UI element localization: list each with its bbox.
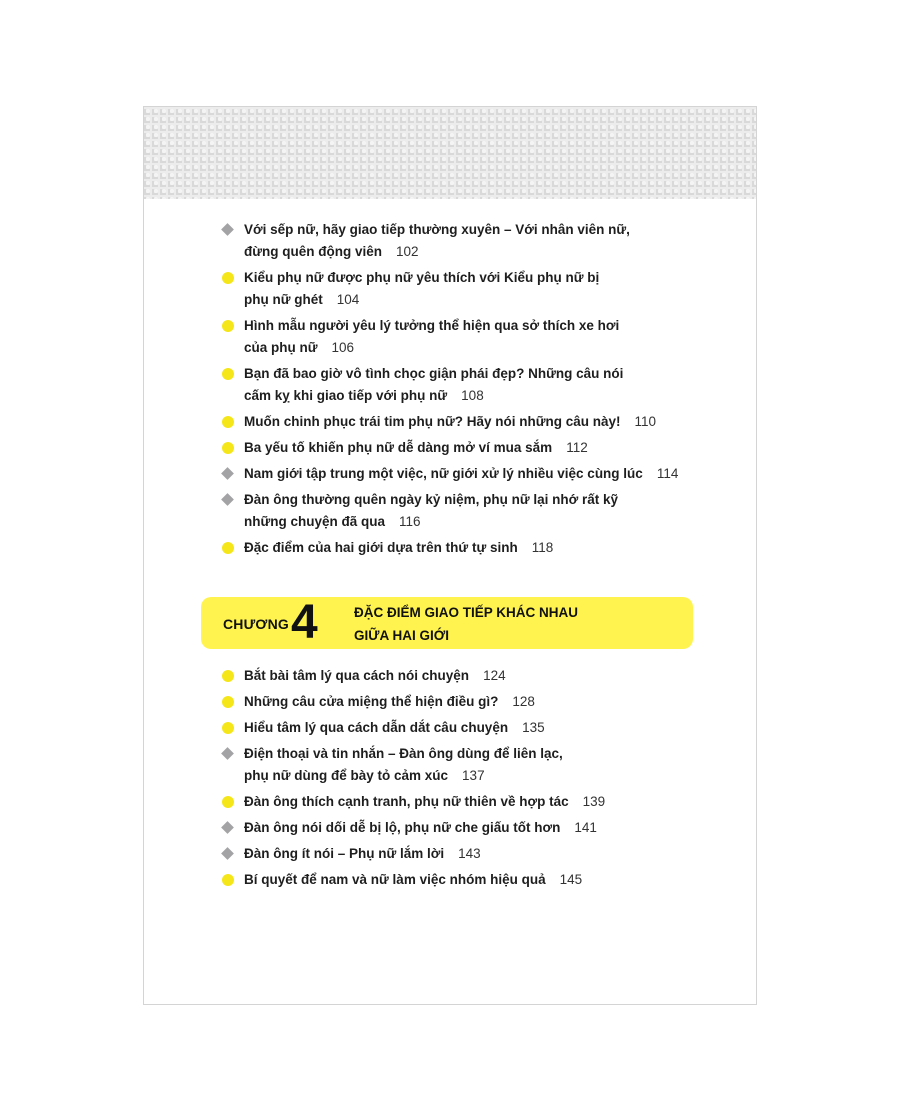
toc-page-number: 102: [396, 244, 419, 259]
toc-entry: [222, 743, 682, 787]
toc-page-number: 104: [336, 292, 360, 307]
gray-diamond-bullet-icon: [221, 821, 234, 834]
toc-entry: [222, 463, 682, 485]
toc-entry-title: phụ nữ ghét: [244, 292, 323, 307]
toc-entry: [222, 691, 682, 713]
toc-entry-title: Ba yếu tố khiến phụ nữ dễ dàng mở ví mua sắm: [244, 440, 553, 455]
toc-entry-title: Nam giới tập trung một việc, nữ giới xử lý nhiều việc cùng lúc: [244, 466, 643, 481]
toc-list-top: [222, 219, 682, 563]
toc-page-number: 106: [331, 340, 355, 355]
toc-entry: [222, 717, 682, 739]
toc-entry-title: Bạn đã bao giờ vô tình chọc giận phái đẹp? Những câu nói: [244, 366, 624, 381]
toc-list-bottom: [222, 665, 682, 895]
toc-page-number: 118: [531, 540, 554, 555]
toc-entry-title: Đàn ông thường quên ngày kỷ niệm, phụ nữ lại nhớ rất kỹ: [244, 492, 619, 507]
toc-page-number: 139: [582, 794, 606, 809]
toc-page-number: 116: [399, 514, 421, 529]
toc-entry-text: [244, 817, 682, 839]
toc-page-number: 114: [656, 466, 679, 481]
book-page: [143, 106, 757, 1005]
toc-entry-title: Bí quyết để nam và nữ làm việc nhóm hiệu quả: [244, 872, 546, 887]
yellow-circle-bullet-icon: [222, 874, 234, 886]
gray-diamond-bullet-icon: [221, 223, 234, 236]
toc-entry-title: Đàn ông nói dối dễ bị lộ, phụ nữ che giấu tốt hơn: [244, 820, 561, 835]
chapter-heading-bar: [201, 597, 693, 649]
toc-entry-text: [244, 691, 682, 713]
toc-entry-text: [244, 289, 682, 311]
toc-entry-text: [244, 363, 682, 385]
toc-entry: [222, 219, 682, 263]
toc-entry-title: Đặc điểm của hai giới dựa trên thứ tự sinh: [244, 540, 518, 555]
toc-page-number: 124: [483, 668, 506, 683]
toc-entry: [222, 267, 682, 311]
toc-entry-title: đừng quên động viên: [244, 244, 383, 259]
toc-page-number: 135: [522, 720, 545, 735]
gray-diamond-bullet-icon: [221, 467, 234, 480]
toc-page-number: 112: [566, 440, 588, 455]
toc-entry-title: của phụ nữ: [244, 340, 318, 355]
toc-entry-text: [244, 463, 682, 485]
yellow-circle-bullet-icon: [222, 416, 234, 428]
chapter-number: 4: [291, 596, 318, 649]
toc-entry-title: Đàn ông ít nói – Phụ nữ lắm lời: [244, 846, 445, 861]
toc-entry-text: [244, 765, 682, 787]
chapter-title-line: ĐẶC ĐIỂM GIAO TIẾP KHÁC NHAU: [354, 605, 579, 620]
gray-diamond-bullet-icon: [221, 493, 234, 506]
toc-entry-title: Đàn ông thích cạnh tranh, phụ nữ thiên về hợp tác: [244, 794, 569, 809]
toc-entry-title: Hình mẫu người yêu lý tưởng thể hiện qua sở thích xe hơi: [244, 318, 620, 333]
toc-entry-title: Kiểu phụ nữ được phụ nữ yêu thích với Kiểu phụ nữ bị: [244, 270, 600, 285]
yellow-circle-bullet-icon: [222, 670, 234, 682]
toc-entry-text: [244, 241, 682, 263]
toc-entry-title: Hiểu tâm lý qua cách dẫn dắt câu chuyện: [244, 720, 509, 735]
yellow-circle-bullet-icon: [222, 696, 234, 708]
toc-entry-text: [244, 511, 682, 533]
toc-entry-text: [244, 219, 682, 241]
toc-entry: [222, 791, 682, 813]
decorative-grid-band: [144, 107, 756, 199]
toc-page-number: 128: [512, 694, 535, 709]
toc-entry: [222, 315, 682, 359]
toc-entry-text: [244, 717, 682, 739]
toc-entry: [222, 843, 682, 865]
yellow-circle-bullet-icon: [222, 272, 234, 284]
toc-page-number: 143: [458, 846, 481, 861]
toc-page-number: 110: [634, 414, 657, 429]
toc-page-number: 145: [559, 872, 583, 887]
toc-entry-text: [244, 411, 682, 433]
yellow-circle-bullet-icon: [222, 320, 234, 332]
toc-entry-text: [244, 385, 682, 407]
toc-entry-title: Bắt bài tâm lý qua cách nói chuyện: [244, 668, 470, 683]
toc-entry-text: [244, 315, 682, 337]
toc-entry-title: Những câu cửa miệng thể hiện điều gì?: [244, 694, 499, 709]
gray-diamond-bullet-icon: [221, 847, 234, 860]
toc-entry-text: [244, 489, 682, 511]
gray-diamond-bullet-icon: [221, 747, 234, 760]
toc-entry-title: cấm kỵ khi giao tiếp với phụ nữ: [244, 388, 448, 403]
toc-entry-title: Điện thoại và tin nhắn – Đàn ông dùng để liên lạc,: [244, 746, 563, 761]
toc-entry-text: [244, 869, 682, 891]
toc-entry: [222, 817, 682, 839]
toc-entry-text: [244, 337, 682, 359]
toc-entry: [222, 411, 682, 433]
toc-entry-title: phụ nữ dùng để bày tỏ cảm xúc: [244, 768, 449, 783]
toc-page-number: 141: [574, 820, 597, 835]
toc-page-number: 137: [462, 768, 485, 783]
chapter-label: CHƯƠNG: [223, 616, 289, 632]
toc-entry-title: những chuyện đã qua: [244, 514, 386, 529]
toc-entry-text: [244, 267, 682, 289]
yellow-circle-bullet-icon: [222, 796, 234, 808]
toc-entry: [222, 363, 682, 407]
toc-entry-text: [244, 791, 682, 813]
toc-page-number: 108: [461, 388, 484, 403]
yellow-circle-bullet-icon: [222, 722, 234, 734]
yellow-circle-bullet-icon: [222, 368, 234, 380]
toc-entry: [222, 869, 682, 891]
toc-entry-text: [244, 665, 682, 687]
toc-entry-text: [244, 437, 682, 459]
toc-entry-title: Với sếp nữ, hãy giao tiếp thường xuyên – Với nhân viên nữ,: [244, 222, 630, 237]
toc-entry-text: [244, 743, 682, 765]
toc-entry: [222, 489, 682, 533]
yellow-circle-bullet-icon: [222, 542, 234, 554]
toc-entry: [222, 665, 682, 687]
chapter-title: [354, 601, 578, 647]
toc-entry-title: Muốn chinh phục trái tim phụ nữ? Hãy nói những câu này!: [244, 414, 621, 429]
toc-entry: [222, 537, 682, 559]
chapter-title-line: GIỮA HAI GIỚI: [354, 628, 449, 643]
toc-entry-text: [244, 537, 682, 559]
toc-entry-text: [244, 843, 682, 865]
toc-entry: [222, 437, 682, 459]
yellow-circle-bullet-icon: [222, 442, 234, 454]
